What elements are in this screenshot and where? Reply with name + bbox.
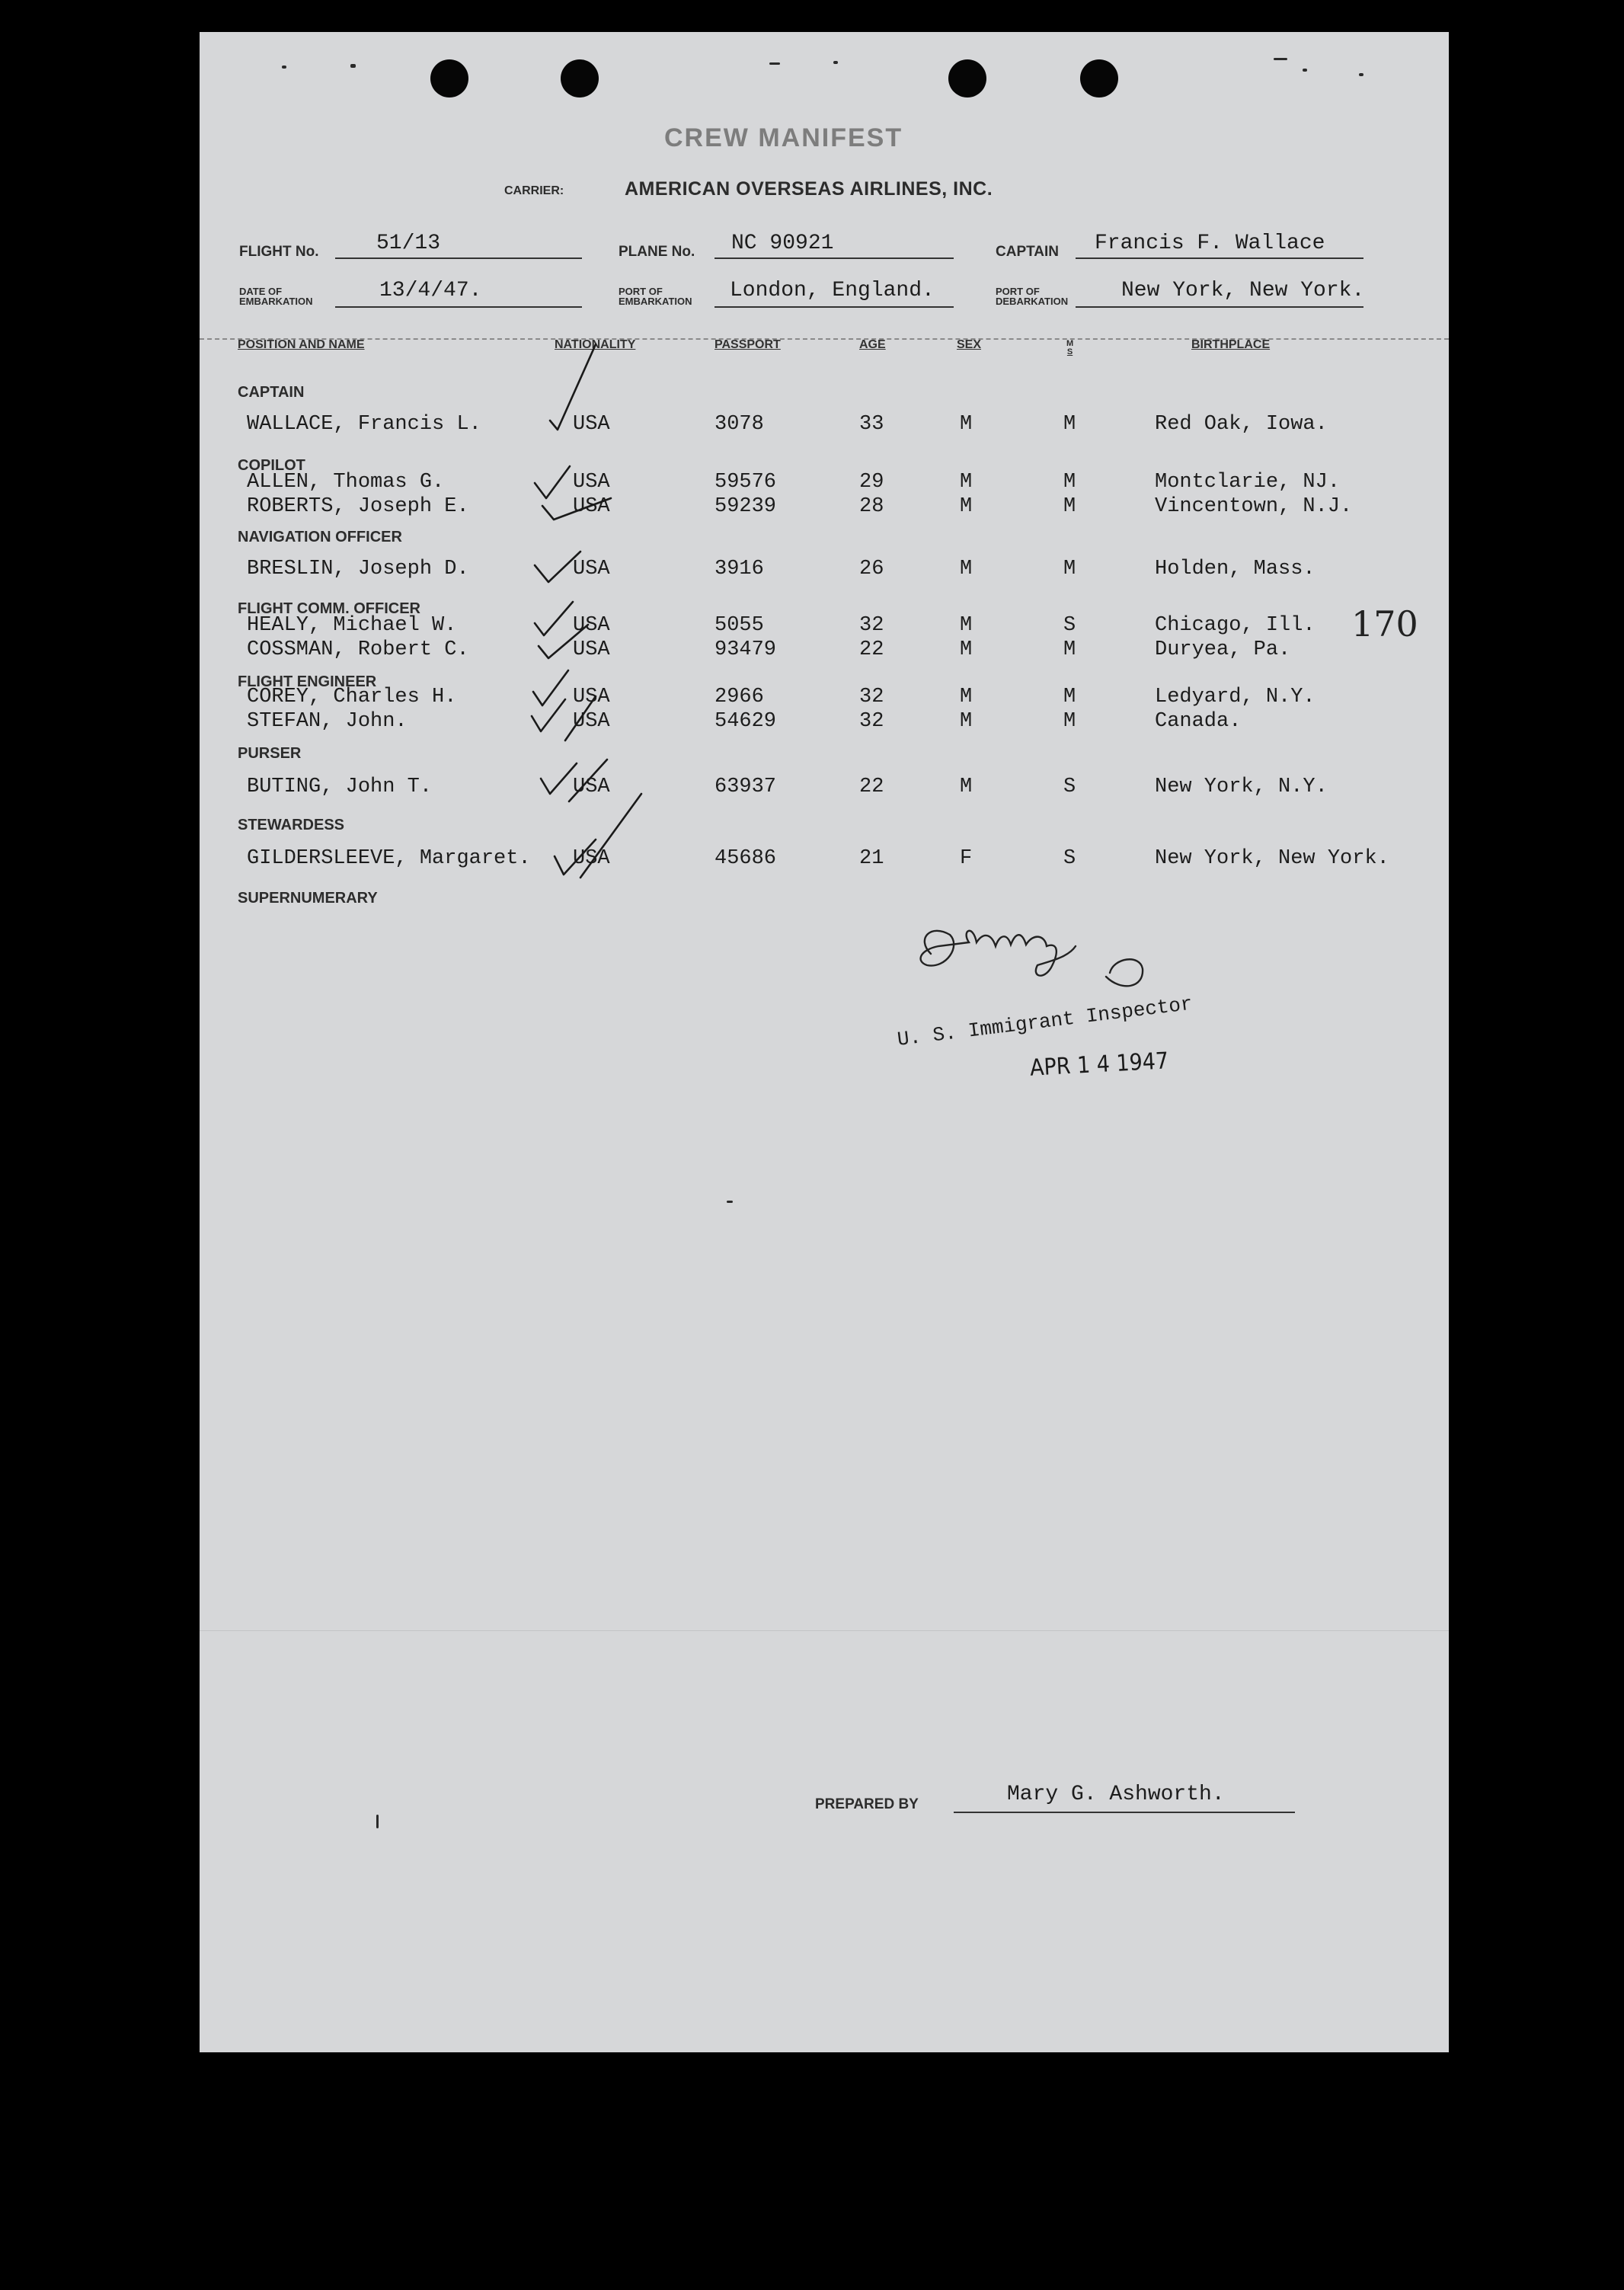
crew-passport: 3916 xyxy=(714,558,764,580)
crew-nationality: USA xyxy=(573,413,610,436)
col-birthplace: BIRTHPLACE xyxy=(1191,338,1271,351)
crew-marital-status: M xyxy=(1063,686,1076,708)
page-title: CREW MANIFEST xyxy=(664,123,903,152)
crew-sex: M xyxy=(960,558,973,580)
port-embarkation-value: London, England. xyxy=(730,279,935,302)
col-age: AGE xyxy=(859,338,886,351)
crew-nationality: USA xyxy=(573,710,610,733)
prepared-by-label: PREPARED BY xyxy=(815,1796,919,1812)
crew-marital-status: M xyxy=(1063,495,1076,518)
crew-sex: M xyxy=(960,471,973,494)
col-passport: PASSPORT xyxy=(714,338,781,351)
crew-birthplace: Duryea, Pa. xyxy=(1155,638,1291,661)
crew-nationality: USA xyxy=(573,776,610,798)
checkmark-icon xyxy=(550,344,596,430)
crew-name: BUTING, John T. xyxy=(247,776,433,798)
crew-name: COREY, Charles H. xyxy=(247,686,457,708)
crew-passport: 45686 xyxy=(714,847,777,870)
category-copilot: COPILOT xyxy=(238,457,305,474)
crew-sex: M xyxy=(960,495,973,518)
col-sex: SEX xyxy=(957,338,982,351)
checkmark-icon xyxy=(539,625,588,658)
crew-age: 32 xyxy=(859,686,884,708)
crew-sex: F xyxy=(960,847,973,870)
manifest-page xyxy=(200,32,1449,2052)
crew-age: 29 xyxy=(859,471,884,494)
crew-passport: 93479 xyxy=(714,638,777,661)
margin-number: 170 xyxy=(1351,603,1418,644)
flight-label: FLIGHT No. xyxy=(239,244,319,260)
crew-age: 32 xyxy=(859,710,884,733)
crew-nationality: USA xyxy=(573,686,610,708)
checkmark-icon xyxy=(533,670,568,705)
captain-label: CAPTAIN xyxy=(996,244,1060,260)
crew-name: ALLEN, Thomas G. xyxy=(247,471,445,494)
checkmark-icon xyxy=(555,840,596,875)
crew-passport: 59239 xyxy=(714,495,777,518)
crew-birthplace: New York, New York. xyxy=(1155,847,1389,870)
port-emb-label-line2: EMBARKATION xyxy=(619,296,692,307)
crew-sex: M xyxy=(960,710,973,733)
crew-nationality: USA xyxy=(573,847,610,870)
crew-name: COSSMAN, Robert C. xyxy=(247,638,469,661)
crew-age: 22 xyxy=(859,638,884,661)
crew-passport: 54629 xyxy=(714,710,777,733)
flight-value: 51/13 xyxy=(376,232,441,255)
date-value: 13/4/47. xyxy=(379,279,482,302)
checkmark-icon xyxy=(535,552,580,582)
crew-nationality: USA xyxy=(573,558,610,580)
crew-nationality: USA xyxy=(573,614,610,637)
category-purser: PURSER xyxy=(238,745,302,762)
col-position-name: POSITION AND NAME xyxy=(238,338,365,351)
crew-sex: M xyxy=(960,776,973,798)
checkmark-icon xyxy=(535,466,570,498)
checkmark-icon xyxy=(580,794,641,878)
category-captain: CAPTAIN xyxy=(238,384,305,401)
crew-marital-status: M xyxy=(1063,471,1076,494)
crew-marital-status: M xyxy=(1063,413,1076,436)
crew-passport: 3078 xyxy=(714,413,764,436)
crew-birthplace: New York, N.Y. xyxy=(1155,776,1328,798)
port-emb-label-line1: PORT OF xyxy=(619,286,663,297)
crew-name: STEFAN, John. xyxy=(247,710,408,733)
crew-sex: M xyxy=(960,686,973,708)
carrier-name: AMERICAN OVERSEAS AIRLINES, INC. xyxy=(625,178,993,200)
crew-age: 21 xyxy=(859,847,884,870)
crew-nationality: USA xyxy=(573,495,610,518)
crew-name: WALLACE, Francis L. xyxy=(247,413,481,436)
port-deb-label-line2: DEBARKATION xyxy=(996,296,1069,307)
crew-birthplace: Ledyard, N.Y. xyxy=(1155,686,1316,708)
category-supernumerary: SUPERNUMERARY xyxy=(238,890,378,907)
handwritten-marks xyxy=(200,32,1449,2052)
category-stewardess: STEWARDESS xyxy=(238,817,345,833)
signature-mark xyxy=(1106,959,1143,986)
crew-birthplace: Chicago, Ill. xyxy=(1155,614,1316,637)
category-navigation: NAVIGATION OFFICER xyxy=(238,529,402,545)
crew-marital-status: S xyxy=(1063,776,1076,798)
crew-name: BRESLIN, Joseph D. xyxy=(247,558,469,580)
date-stamp: APR 1 4 1947 xyxy=(1029,1047,1169,1082)
checkmark-icon xyxy=(532,699,565,731)
signature-mark xyxy=(921,931,1076,976)
crew-age: 32 xyxy=(859,614,884,637)
category-comm: FLIGHT COMM. OFFICER xyxy=(238,600,420,617)
col-nationality: NATIONALITY xyxy=(555,338,636,351)
checkmark-icon xyxy=(541,763,577,794)
crew-passport: 59576 xyxy=(714,471,777,494)
date-label-line2: EMBARKATION xyxy=(239,296,313,307)
crew-passport: 63937 xyxy=(714,776,777,798)
col-ms-m: M xyxy=(1066,339,1074,348)
crew-marital-status: M xyxy=(1063,638,1076,661)
port-deb-label-line1: PORT OF xyxy=(996,286,1040,297)
checkmark-icon xyxy=(542,498,611,520)
checkmark-icon xyxy=(565,696,596,740)
crew-marital-status: M xyxy=(1063,558,1076,580)
crew-birthplace: Holden, Mass. xyxy=(1155,558,1316,580)
crew-marital-status: S xyxy=(1063,614,1076,637)
crew-marital-status: S xyxy=(1063,847,1076,870)
crew-passport: 2966 xyxy=(714,686,764,708)
crew-nationality: USA xyxy=(573,471,610,494)
crew-birthplace: Vincentown, N.J. xyxy=(1155,495,1353,518)
plane-label: PLANE No. xyxy=(619,244,695,260)
port-debarkation-value: New York, New York. xyxy=(1121,279,1365,302)
prepared-by-value: Mary G. Ashworth. xyxy=(1007,1783,1225,1806)
crew-passport: 5055 xyxy=(714,614,764,637)
captain-value: Francis F. Wallace xyxy=(1095,232,1325,255)
crew-birthplace: Canada. xyxy=(1155,710,1242,733)
crew-sex: M xyxy=(960,413,973,436)
crew-sex: M xyxy=(960,614,973,637)
plane-value: NC 90921 xyxy=(731,232,834,255)
col-ms-s: S xyxy=(1066,347,1073,357)
crew-birthplace: Red Oak, Iowa. xyxy=(1155,413,1328,436)
fold-line xyxy=(200,1630,1449,1631)
date-label-line1: DATE OF xyxy=(239,286,283,297)
crew-age: 33 xyxy=(859,413,884,436)
crew-name: GILDERSLEEVE, Margaret. xyxy=(247,847,531,870)
crew-nationality: USA xyxy=(573,638,610,661)
crew-sex: M xyxy=(960,638,973,661)
crew-marital-status: M xyxy=(1063,710,1076,733)
crew-age: 22 xyxy=(859,776,884,798)
prepared-by-line xyxy=(954,1812,1295,1813)
crew-birthplace: Montclarie, NJ. xyxy=(1155,471,1341,494)
checkmark-icon xyxy=(535,602,573,635)
crew-age: 28 xyxy=(859,495,884,518)
inspector-text: U. S. Immigrant Inspector xyxy=(896,992,1194,1051)
crew-age: 26 xyxy=(859,558,884,580)
crew-name: ROBERTS, Joseph E. xyxy=(247,495,469,518)
crew-name: HEALY, Michael W. xyxy=(247,614,457,637)
category-engineer: FLIGHT ENGINEER xyxy=(238,673,377,690)
carrier-label: CARRIER: xyxy=(504,184,564,197)
